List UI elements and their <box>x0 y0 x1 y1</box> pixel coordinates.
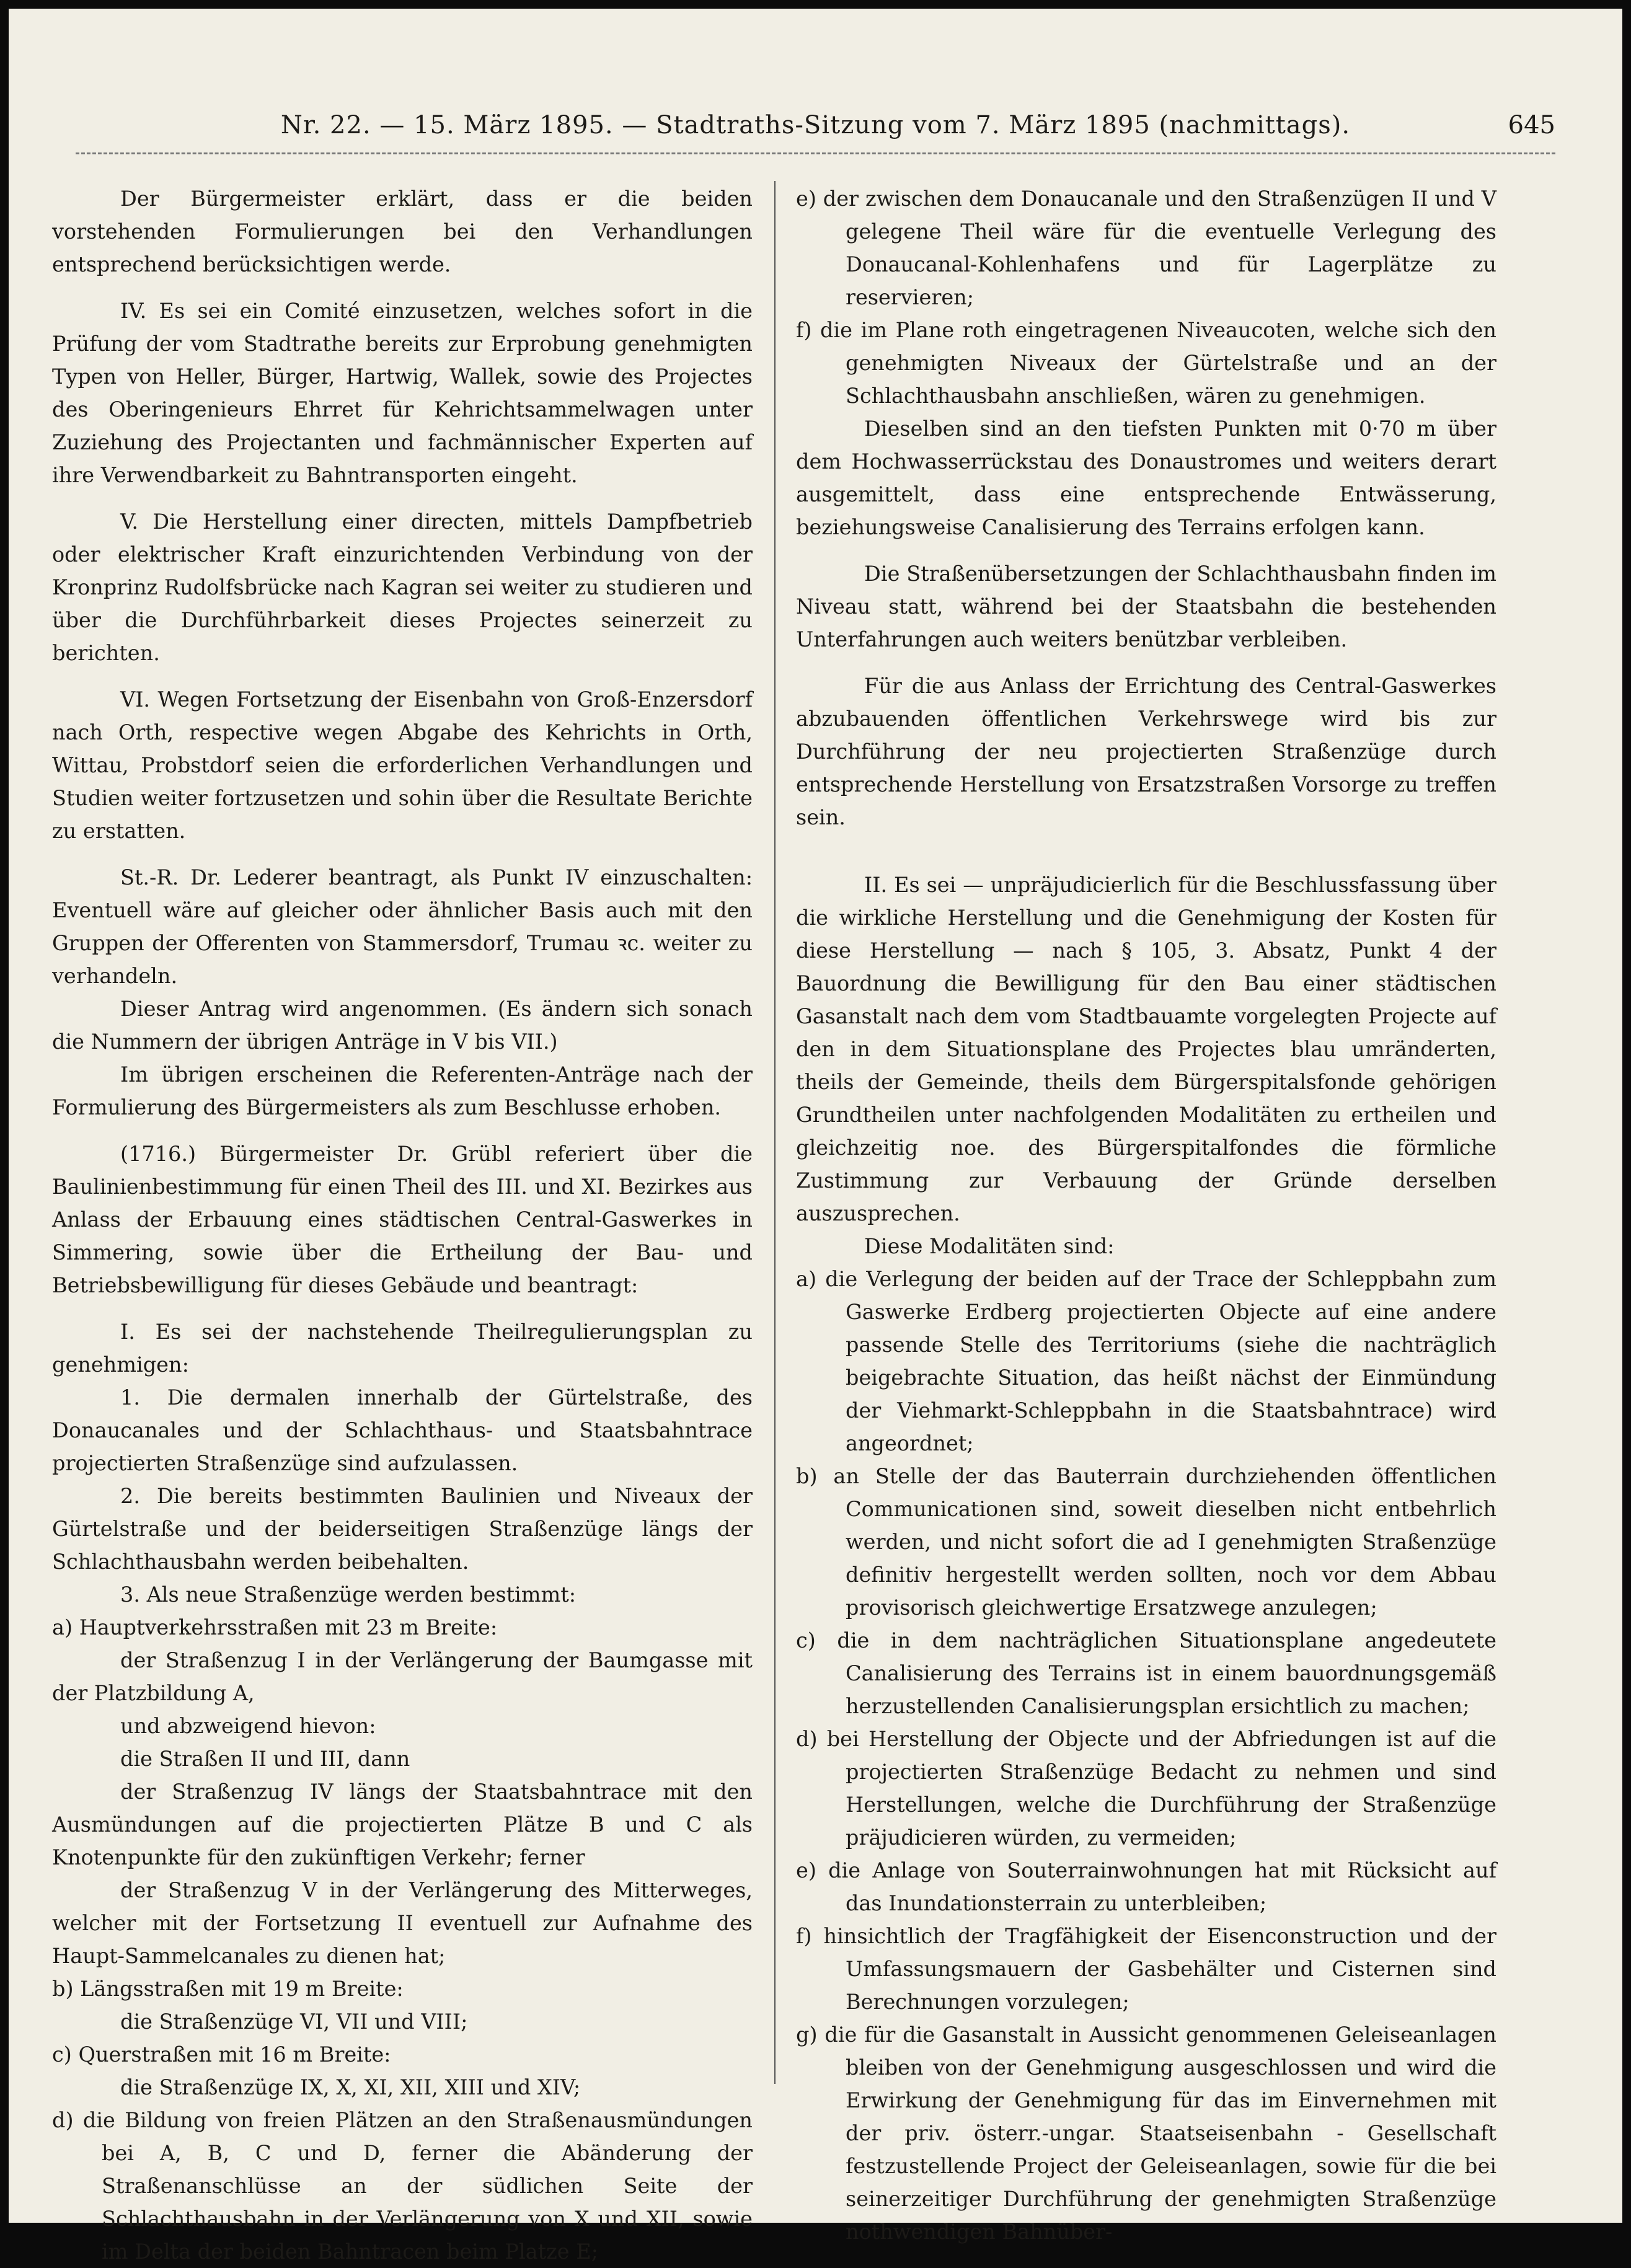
column-divider <box>774 181 776 2084</box>
paragraph: die Straßen II und III, dann <box>120 1747 410 1771</box>
header-rule <box>76 152 1555 154</box>
list-item: f) die im Plane roth eingetragenen Niveaucoten, welche sich den genehmigten Niveaux der Gürtelstraße und an der Schlachthausbahn anschließen, wären zu genehmigen. <box>796 318 1496 408</box>
paragraph: die Straßenzüge IX, X, XI, XII, XIII und XIV; <box>120 2075 581 2099</box>
paragraph: 3. Als neue Straßenzüge werden bestimmt: <box>120 1582 577 1607</box>
page-number: 645 <box>1508 111 1555 139</box>
paragraph: V. Die Herstellung einer directen, mittels Dampfbetrieb oder elektrischer Kraft einzurichtenden Verbindung von der Kronprinz Rudolfsbrücke nach Kagran sei weiter zu studieren und über die Durchführbarkeit dieses Projectes seinerzeit zu berichten. <box>52 510 753 665</box>
list-item: a) die Verlegung der beiden auf der Trace der Schleppbahn zum Gaswerke Erdberg projectierten Objecte auf eine andere passende Stelle des Territoriums (siehe die nachträglich beigebrachte Situation, das heißt nächst der Einmündung der Viehmarkt-Schleppbahn in die Staatsbahntrace) wird angeordnet; <box>796 1267 1496 1455</box>
paragraph: und abzweigend hievon: <box>120 1714 376 1738</box>
page-header <box>76 107 1555 144</box>
left-column <box>52 182 753 2268</box>
header-title: Nr. 22. — 15. März 1895. — Stadtraths-Sitzung vom 7. März 1895 (nachmittags). <box>280 111 1351 139</box>
paragraph: St.-R. Dr. Lederer beantragt, als Punkt IV einzuschalten: Eventuell wäre auf gleicher oder ähnlicher Basis auch mit den Gruppen der Offerenten von Stammersdorf, Trumau ꝛc. weiter zu verhandeln. <box>52 865 753 988</box>
list-item: d) bei Herstellung der Objecte und der Abfriedungen ist auf die projectierten Straßenzüge Bedacht zu nehmen und sind Herstellungen, welche die Durchführung der Straßenzüge präjudicieren würden, zu vermeiden; <box>796 1727 1496 1850</box>
paragraph: Im übrigen erscheinen die Referenten-Anträge nach der Formulierung des Bürgermeisters als zum Beschlusse erhoben. <box>52 1062 753 1119</box>
list-item: b) Längsstraßen mit 19 m Breite: <box>52 1977 404 2001</box>
paragraph: Dieser Antrag wird angenommen. (Es ändern sich sonach die Nummern der übrigen Anträge in V bis VII.) <box>52 997 753 1054</box>
paragraph: der Straßenzug IV längs der Staatsbahntrace mit den Ausmündungen auf die projectierten Plätze B und C als Knotenpunkte für den zukünftigen Verkehr; ferner <box>52 1780 753 1869</box>
paragraph: Der Bürgermeister erklärt, dass er die beiden vorstehenden Formulierungen bei den Verhandlungen entsprechend berücksichtigen werde. <box>52 187 753 276</box>
paragraph: 2. Die bereits bestimmten Baulinien und Niveaux der Gürtelstraße und der beiderseitigen Straßenzüge längs der Schlachthausbahn werden beibehalten. <box>52 1484 753 1574</box>
list-item: c) Querstraßen mit 16 m Breite: <box>52 2042 391 2067</box>
paragraph: 1. Die dermalen innerhalb der Gürtelstraße, des Donaucanales und der Schlachthaus- und Staatsbahntrace projectierten Straßenzüge sind aufzulassen. <box>52 1385 753 1475</box>
list-item: a) Hauptverkehrsstraßen mit 23 m Breite: <box>52 1615 498 1639</box>
list-item: d) die Bildung von freien Plätzen an den Straßenausmündungen bei A, B, C und D, ferner die Abänderung der Straßenanschlüsse an der südlichen Seite der Schlachthausbahn in der Verlängerung von X und XII, sowie im Delta der beiden Bahntracen beim Platze E; <box>52 2108 753 2264</box>
paragraph: IV. Es sei ein Comité einzusetzen, welches sofort in die Prüfung der vom Stadtrathe bereits zur Erprobung genehmigten Typen von Heller, Bürger, Hartwig, Wallek, sowie des Projectes des Oberingenieurs Ehrret für Kehrichtsammelwagen unter Zuziehung des Projectanten und fachmännischer Experten auf ihre Verwendbarkeit zu Bahntransporten eingeht. <box>52 299 753 487</box>
paragraph: Die Straßenübersetzungen der Schlachthausbahn finden im Niveau statt, während bei der Staatsbahn die bestehenden Unterfahrungen auch weiters benützbar verbleiben. <box>796 562 1496 651</box>
paragraph: Diese Modalitäten sind: <box>864 1234 1115 1258</box>
paragraph: der Straßenzug V in der Verlängerung des Mitterweges, welcher mit der Fortsetzung II eventuell zur Aufnahme des Haupt-Sammelcanales zu dienen hat; <box>52 1878 753 1968</box>
list-item: e) der zwischen dem Donaucanale und den Straßenzügen II und V gelegene Theil wäre für die eventuelle Verlegung des Donaucanal-Kohlenhafens und für Lagerplätze zu reservieren; <box>796 187 1496 309</box>
paragraph: der Straßenzug I in der Verlängerung der Baumgasse mit der Platzbildung A, <box>52 1648 753 1705</box>
paragraph: VI. Wegen Fortsetzung der Eisenbahn von Groß-Enzersdorf nach Orth, respective wegen Abgabe des Kehrichts in Orth, Wittau, Probstdorf seien die erforderlichen Verhandlungen und Studien weiter fortzusetzen und sohin über die Resultate Berichte zu erstatten. <box>52 687 753 843</box>
list-item: b) an Stelle der das Bauterrain durchziehenden öffentlichen Communicationen sind, soweit dieselben nicht entbehrlich werden, und nicht sofort die ad I genehmigten Straßenzüge definitiv hergestellt werden sollten, noch vor dem Abbau provisorisch gleichwertige Ersatzwege anzulegen; <box>796 1464 1496 1620</box>
list-item: e) die Anlage von Souterrainwohnungen hat mit Rücksicht auf das Inundationsterrain zu unterbleiben; <box>796 1858 1496 1915</box>
list-item: f) hinsichtlich der Tragfähigkeit der Eisenconstruction und der Umfassungsmauern der Gasbehälter und Cisternen sind Berechnungen vorzulegen; <box>796 1924 1496 2014</box>
paragraph: II. Es sei — unpräjudicierlich für die Beschlussfassung über die wirkliche Herstellung und die Genehmigung der Kosten für diese Herstellung — nach § 105, 3. Absatz, Punkt 4 der Bauordnung die Bewilligung für den Bau einer städtischen Gasanstalt nach dem vom Stadtbauamte vorgelegten Projecte auf den in dem Situationsplane des Projectes blau umränderten, theils der Gemeinde, theils dem Bürgerspitalsfonde gehörigen Grundtheilen unter nachfolgenden Modalitäten zu ertheilen und gleichzeitig noe. des Bürgerspitalfondes die förmliche Zustimmung zur Verbauung der Gründe derselben auszusprechen. <box>796 873 1496 1225</box>
paragraph: Für die aus Anlass der Errichtung des Central-Gaswerkes abzubauenden öffentlichen Verkehrswege wird bis zur Durchführung der neu projectierten Straßenzüge durch entsprechende Herstellung von Ersatzstraßen Vorsorge zu treffen sein. <box>796 674 1496 829</box>
paragraph: Dieselben sind an den tiefsten Punkten mit 0·70 m über dem Hochwasserrückstau des Donaustromes und weiters derart ausgemittelt, dass eine entsprechende Entwässerung, beziehungsweise Canalisierung des Terrains erfolgen kann. <box>796 417 1496 539</box>
right-column <box>796 182 1496 2248</box>
list-item: c) die in dem nachträglichen Situationsplane angedeutete Canalisierung des Terrains ist in einem bauordnungsgemäß herzustellenden Canalisierungsplan ersichtlich zu machen; <box>796 1628 1496 1718</box>
list-item: g) die für die Gasanstalt in Aussicht genommenen Geleiseanlagen bleiben von der Genehmigung ausgeschlossen und wird die Erwirkung der Genehmigung für das im Einvernehmen mit der priv. österr.-ungar. Staatseisenbahn - Gesellschaft festzustellende Project der Geleiseanlagen, sowie für die bei seinerzeitiger Durchführung der genehmigten Straßenzüge nothwendigen Bahnüber- <box>796 2023 1496 2244</box>
paragraph: die Straßenzüge VI, VII und VIII; <box>120 2010 468 2034</box>
paragraph: I. Es sei der nachstehende Theilregulierungsplan zu genehmigen: <box>52 1320 753 1377</box>
document-page <box>9 9 1622 2264</box>
agenda-item-1716: (1716.) Bürgermeister Dr. Grübl referiert über die Baulinienbestimmung für einen Theil des III. und XI. Bezirkes aus Anlass der Erbauung eines städtischen Central-Gaswerkes in Simmering, sowie über die Ertheilung der Bau- und Betriebsbewilligung für dieses Gebäude und beantragt: <box>52 1142 753 1297</box>
